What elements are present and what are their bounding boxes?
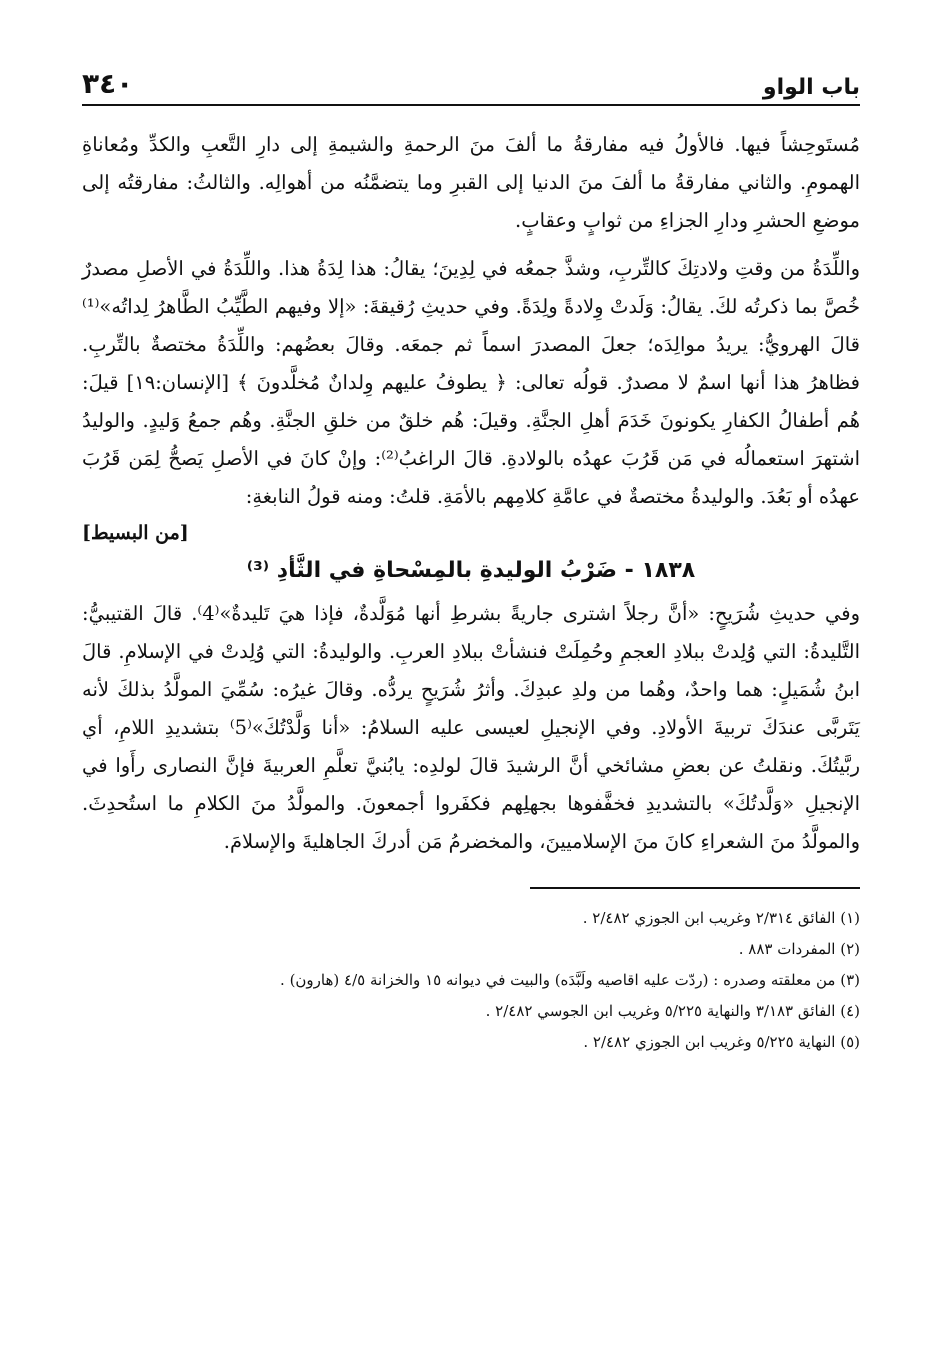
footnote-separator: [530, 887, 860, 889]
page-header: [82, 44, 860, 106]
footnote-item: (٥) النهاية ٥/٢٢٥ وغريب ابن الجوزي ٢/٤٨٢ .: [583, 1033, 860, 1051]
body-paragraph-2: واللِّدَةُ من وقتِ ولادتِكَ كالتِّربِ، وشذَّ جمعُه في لِدِينَ؛ يقالُ: هذا لِدَةُ هذا. واللِّدَةُ في الأصلِ مصدرٌ خُصَّ بما ذكرتُه لكَ. يقالُ: وَلَدتْ وِلادةً ولِدَةً. وفي حديثِ رُقيقةَ: «إلا وفيهم الطَّيِّبُ الطَّاهرُ لِداتُه»⁽¹⁾ قالَ الهرويُّ: يريدُ موالِدَه؛ جعلَ المصدرَ اسماً ثم جمعَه. وقالَ بعضُهم: واللِّدَةُ مختصةٌ بالتِّربِ. فظاهرُ هذا أنها اسمٌ لا مصدرٌ. قولُه تعالى: ﴿ يطوفُ عليهم وِلدانٌ مُخلَّدونَ ﴾ [الإنسان:١٩] قيلَ: هُم أطفالُ الكفارِ يكونونَ خَدَمَ أهلِ الجنَّةِ. وقيلَ: هُم خلقٌ من خلقِ الجنَّةِ. وهُم جمعُ وَليدٍ. والوليدُ اشتهرَ استعمالُه في مَن قَرُبَ عهدُه بالولادةِ. قالَ الراغبُ⁽²⁾: وإنْ كانَ في الأصلِ يَصحُّ لِمَن قَرُبَ عهدُه أو بَعُدَ. والوليدةُ مختصةٌ في عامَّةِ كلامِهم بالأمَةِ. قلتُ: ومنه قولُ النابغةِ:: [82, 257, 861, 508]
footnotes-list: [82, 903, 860, 1058]
body-paragraph-1: مُستَوحِشاً فيها. فالأولُ فيه مفارقةُ ما ألفَ منَ الرحمةِ والشيمةِ إلى دارِ التَّعبِ والكدِّ ومُعاناةِ الهمومِ. والثاني مفارقةُ ما ألفَ منَ الدنيا إلى القبرِ وما يتضمَّنُه من أهوالِه. والثالثُ: مفارقتُه إلى موضعِ الحشرِ ودارِ الجزاءِ من ثوابٍ وعقابٍ.: [82, 133, 860, 232]
poetry-verse: ١٨٣٨ - ضَرْبُ الوليدةِ بالمِسْحاةِ في الثَّأدِ ⁽³⁾: [246, 558, 696, 583]
footnote-item: (٣) من معلقته وصدره : (ردّت عليه اقاصيه ولَبَّدَه) والبيت في ديوانه ١٥ والخزانة ٤/٥ (هارون) .: [280, 971, 860, 989]
footnote-item: (٢) المفردات ٨٨٣ .: [738, 940, 860, 958]
poetic-meter-label: [من البسيط]: [82, 522, 189, 544]
body-paragraph-3: وفي حديثِ شُرَيحٍ: «أنَّ رجلاً اشترى جاريةً بشرطِ أنها مُوَلَّدةٌ، فإذا هيَ تَليدةٌ»⁽4⁾. قالَ القتيبيُّ: التَّليدةُ: التي وُلِدتْ ببلادِ العجمِ وحُمِلَتْ فنشأتْ ببلادِ العربِ. والوليدةُ: التي وُلِدتْ في الإسلامِ. قالَ ابنُ شُمَيلٍ: هما واحدٌ، وهُما من ولدِ عبدِكَ. وأثرُ شُرَيحٍ يردُّه. وقالَ غيرُه: سُمِّيَ المولَّدُ بذلكَ لأنه يَتَربَّى عندَكَ تربيةَ الأولادِ. وفي الإنجيلِ لعيسى عليه السلامُ: «أنا وَلَّدْتُكَ»⁽5⁾ بتشديدِ اللامِ، أي ربَّيتُكَ. ونقلتُ عن بعضِ مشائخي أنَّ الرشيدَ قالَ لولدِه: يابُنيَّ تعلَّمِ العربيةَ فإنَّ النصارى رأَوا في الإنجيلِ «وَلَّدتُكَ» بالتشديدِ فخفَّفوها بجهلِهم فكفَروا أجمعونَ. والمولَّدُ منَ الكلامِ ما استُحدِثَ. والمولَّدُ منَ الشعراءِ كانَ منَ الإسلاميينَ، والمخضرمُ مَن أدركَ الجاهليةَ والإسلامَ.: [82, 602, 861, 853]
footnote-item: (١) الفائق ٢/٣١٤ وغريب ابن الجوزي ٢/٤٨٢ .: [582, 909, 860, 927]
page-number: ٣٤٠: [82, 67, 134, 100]
chapter-title: باب الواو: [762, 75, 860, 100]
footnote-item: (٤) الفائق ٣/١٨٣ والنهاية ٥/٢٢٥ وغريب ابن الجوسي ٢/٤٨٢ .: [485, 1002, 860, 1020]
